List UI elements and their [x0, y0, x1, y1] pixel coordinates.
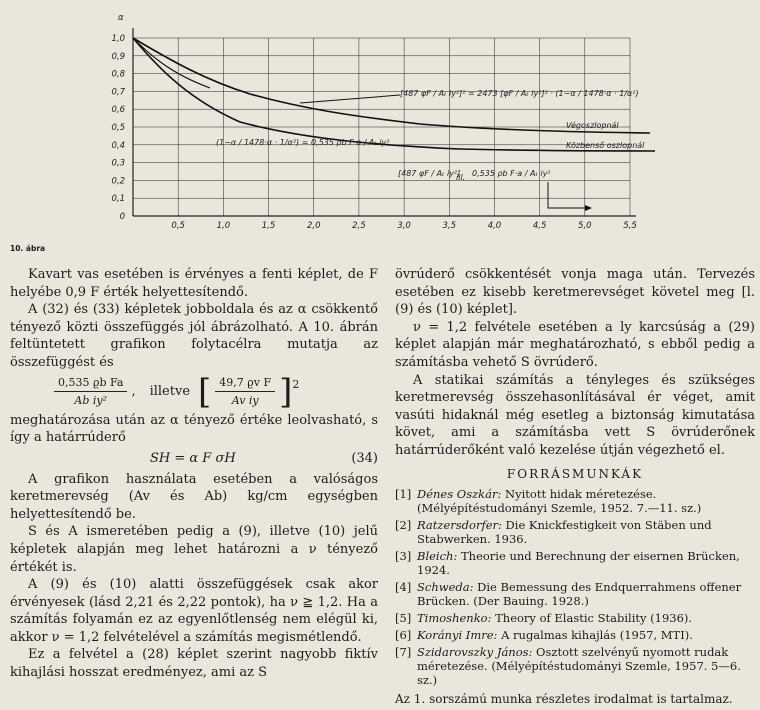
figure-caption: 10. ábra	[10, 244, 46, 253]
fraction-2-denominator: Av iy	[231, 394, 259, 408]
label-vegoszlop: Végoszlopnál	[566, 121, 619, 130]
formula-bottom-mid: ill.	[456, 173, 466, 182]
reference-item	[395, 628, 755, 642]
ref-number: [3]	[395, 549, 412, 564]
x-tick-label: 4,0	[487, 221, 502, 231]
reference-item	[395, 549, 755, 577]
x-tick-label: 2,5	[352, 221, 366, 231]
eq-word: illetve	[149, 383, 191, 399]
ref-number: [6]	[395, 628, 412, 643]
ref-author: Dénes Oszkár:	[417, 487, 502, 502]
x-tick-label: 5,0	[578, 221, 592, 231]
arrow-bottom-head	[585, 205, 592, 211]
curve-vegoszlop	[133, 38, 650, 133]
left-p4: A grafikon használata esetében a valóságos keretmerevség (Av és Ab) kg/cm egységben helyettesítendő be.	[10, 471, 378, 522]
x-tick-label: 1,5	[261, 221, 276, 231]
y-tick-label: 0,1	[111, 194, 125, 205]
reference-item	[395, 611, 755, 625]
ref-number: [1]	[395, 487, 412, 502]
x-tick-label: 5,5	[623, 221, 637, 231]
graph-grid	[133, 28, 636, 216]
ref-text: Theory of Elastic Stability (1936).	[491, 611, 693, 626]
formula-bottom-left: [487 φF / Aₜ iy²]	[398, 169, 461, 178]
y-tick-label: 0,2	[111, 176, 125, 187]
x-tick-label: 4,5	[532, 221, 547, 231]
formula-top: [487 φF / Aₜ iy²]² = 2473 [φF / Aₜ iy²]² · (1−α / 1478·α · 1/α²)	[400, 89, 639, 98]
graph-tick-labels	[111, 34, 636, 231]
reference-item	[395, 487, 755, 515]
references-heading: FORRÁSMUNKÁK	[506, 466, 644, 481]
arrow-top	[300, 95, 400, 103]
ref-text: Osztott szelvényű nyomott rudak méretezése. (Mélyépítéstudományi Szemle, 1957. 5—6. sz.)	[417, 645, 741, 688]
bracket-close: ]	[279, 371, 293, 412]
right-p3: A statikai számítás a tényleges és szükséges keretmerevség összehasonlításával ér véget, amit vasúti hidaknál még esetleg a biztonság kimutatása követ, ami a számításba vett S övrúderőnek határrúderőként való kezelése útján végezhető el.	[395, 372, 755, 458]
x-tick-label: 1,0	[216, 221, 231, 231]
reference-item	[395, 518, 755, 546]
label-kozbenso: Közbenső oszlopnál	[566, 141, 645, 150]
fraction-1-denominator: Ab iy²	[74, 394, 108, 408]
references-list	[395, 487, 755, 687]
y-tick-label: 0,5	[111, 123, 125, 133]
reference-item	[395, 580, 755, 608]
equation-ratios	[10, 371, 378, 412]
eq34-formula: SH = α F σH	[150, 450, 236, 466]
reference-item	[395, 645, 755, 687]
right-p2: ν = 1,2 felvétele esetében a ly karcsúság a (29) képlet alapján már meghatározható, s ebből pedig a számításba vehető S övrúderő.	[395, 319, 755, 370]
fraction-2	[215, 374, 275, 410]
eq-comma: ,	[131, 383, 136, 399]
ref-text: Theorie und Berechnung der eisernen Brücken, 1924.	[417, 549, 740, 578]
formula-bottom-right: 0,535 ρb F·a / Aₜ iy²	[472, 169, 551, 178]
ref-number: [4]	[395, 580, 412, 595]
ref-author: Bleich:	[417, 549, 458, 564]
left-column	[10, 266, 378, 682]
ref-text: A rugalmas kihajlás (1957, MTI).	[497, 628, 693, 643]
ref-number: [2]	[395, 518, 412, 533]
y-tick-label: 0,8	[111, 69, 125, 80]
fraction-2-numerator: 49,7 ϱv F	[215, 374, 275, 393]
x-tick-label: 3,5	[442, 221, 457, 231]
right-column	[395, 266, 755, 709]
left-p1: Kavart vas esetében is érvényes a fenti képlet, de F helyébe 0,9 F érték helyettesítendő.	[10, 267, 378, 300]
arrow-bottom	[548, 182, 585, 208]
left-p7: Ez a felvétel a (28) képlet szerint nagyobb fiktív kihajlási hosszat eredményez, ami az S	[10, 647, 378, 681]
y-tick-label: 1,0	[111, 34, 125, 44]
ref-number: [7]	[395, 645, 412, 660]
y-tick-label: 0,9	[111, 51, 125, 62]
y-tick-label: 0,6	[111, 105, 125, 116]
ref-author: Schweda:	[417, 580, 474, 595]
fraction-1-numerator: 0,535 ϱb Fa	[54, 374, 127, 393]
y-tick-label: 0	[119, 212, 125, 222]
x-tick-label: 0,5	[171, 221, 185, 231]
eq-exponent: 2	[292, 377, 300, 391]
left-p5: S és A ismeretében pedig a (9), illetve (10) jelű képletek alapján meg lehet határozni a ν tényező értékét is.	[10, 524, 378, 575]
x-tick-label: 3,0	[397, 221, 411, 231]
y-tick-label: 0,7	[111, 87, 125, 98]
left-p6: A (9) és (10) alatti összefüggések csak akor érvényesek (lásd 2,21 és 2,22 pontok), ha ν ≧ 1,2. Ha a számítás folyamán ez az egyenlőtlenség nem elégül ki, akkor ν = 1,2 felvételével a számítás megismétlendő.	[10, 577, 378, 645]
y-tick-label: 0,3	[111, 158, 125, 169]
references-closing: Az 1. sorszámú munka részletes irodalmat is tartalmaz.	[395, 692, 733, 707]
figure-10-graph	[0, 0, 760, 250]
x-tick-label: 2,0	[306, 221, 321, 231]
left-p3: meghatározása után az α tényező értéke leolvasható, s így a határrúderő	[10, 412, 378, 446]
equation-34	[10, 447, 378, 471]
ref-author: Korányi Imre:	[417, 628, 498, 643]
ref-text: Die Knickfestigkeit von Stäben und Stabwerken. 1936.	[417, 518, 712, 547]
eq34-number: (34)	[351, 450, 378, 466]
left-p2: A (32) és (33) képletek jobboldala és az α csökkentő tényező közti összefüggés jól ábrázolható. A 10. ábrán feltüntetett grafikon folytacélra mutatja az összefüggést és	[10, 302, 378, 370]
ref-text: Die Bemessung des Endquerrahmens offener Brücken. (Der Bauing. 1928.)	[417, 580, 742, 609]
ref-text: Nyitott hidak méretezése. (Mélyépítéstudományi Szemle, 1952. 7.—11. sz.)	[417, 487, 702, 516]
bracket-open: [	[198, 371, 212, 412]
ref-author: Ratzersdorfer:	[417, 518, 502, 533]
ref-author: Timoshenko:	[417, 611, 492, 626]
ref-number: [5]	[395, 611, 412, 626]
right-p1: övrúderő csökkentését vonja maga után. Tervezés esetében ez kisebb keretmerevséget követel meg [l. (9) és (10) képlet].	[395, 267, 755, 318]
y-tick-label: 0,4	[111, 140, 125, 151]
formula-middle: (1−α / 1478·α · 1/α²) = 0,535 ρb F·a / Aₜ iy²	[216, 138, 390, 147]
fraction-1	[54, 374, 127, 410]
ref-author: Szidarovszky János:	[417, 645, 533, 660]
y-axis-symbol: α	[118, 13, 124, 23]
